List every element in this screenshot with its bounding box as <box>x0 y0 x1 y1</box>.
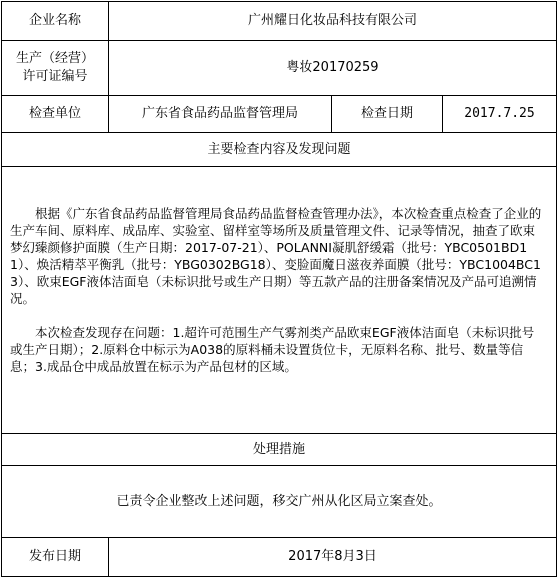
publish-row <box>2 538 557 577</box>
main-content-row <box>2 167 557 434</box>
license-value: 粤妆20170259 <box>109 41 557 96</box>
measures-row <box>2 466 557 538</box>
license-label <box>2 41 109 96</box>
main-content-paragraph-1: 根据《广东省食品药品监督管理局食品药品监督检查管理办法》，本次检查重点检查了企业的生产车间、原料库、成品库、实验室、留样室等场所及质量管理文件、记录等情况，抽查了欧束梦幻臻颜修护面膜（生产日期：2017-07-21）、POLANNI凝肌舒缓霜（批号：YBC0501BD11）、焕活精萃平衡乳（批号：YBG0302BG18）、变脸面魔日滋夜养面膜（批号：YBC1004BC13）、欧束EGF液体洁面皂（未标识批号或生产日期）等五款产品的注册备案情况及产品可追溯情况。 <box>10 206 542 306</box>
license-row <box>2 41 557 96</box>
measures-header-row <box>2 434 557 466</box>
main-content-paragraph-2: 本次检查发现存在问题：1.超许可范围生产气雾剂类产品欧束EGF液体洁面皂（未标识批号或生产日期）；2.原料仓中标示为A038的原料桶未设置货位卡，无原料名称、批号、数量等信息；3.成品仓中成品放置在标示为产品包材的区域。 <box>10 325 535 374</box>
inspection-row <box>2 96 557 133</box>
company-label: 企业名称 <box>2 2 109 41</box>
inspection-unit-label: 检查单位 <box>2 96 109 133</box>
main-content-header: 主要检查内容及发现问题 <box>2 133 557 167</box>
company-row <box>2 2 557 41</box>
measures-text: 已责令企业整改上述问题，移交广州从化区局立案查处。 <box>2 466 557 538</box>
license-label-line1: 生产（经营） <box>15 51 94 66</box>
inspection-unit-value: 广东省食品药品监督管理局 <box>109 96 332 133</box>
inspection-date-value: 2017.7.25 <box>443 96 557 133</box>
main-content-body <box>2 167 557 434</box>
license-label-line2: 许可证编号 <box>22 69 88 84</box>
company-value: 广州耀日化妆品科技有限公司 <box>109 2 557 41</box>
publish-value: 2017年8月3日 <box>109 538 557 577</box>
main-content-header-row <box>2 133 557 167</box>
measures-header: 处理措施 <box>2 434 557 466</box>
inspection-date-label: 检查日期 <box>332 96 443 133</box>
inspection-report-table <box>1 1 557 577</box>
publish-label: 发布日期 <box>2 538 109 577</box>
